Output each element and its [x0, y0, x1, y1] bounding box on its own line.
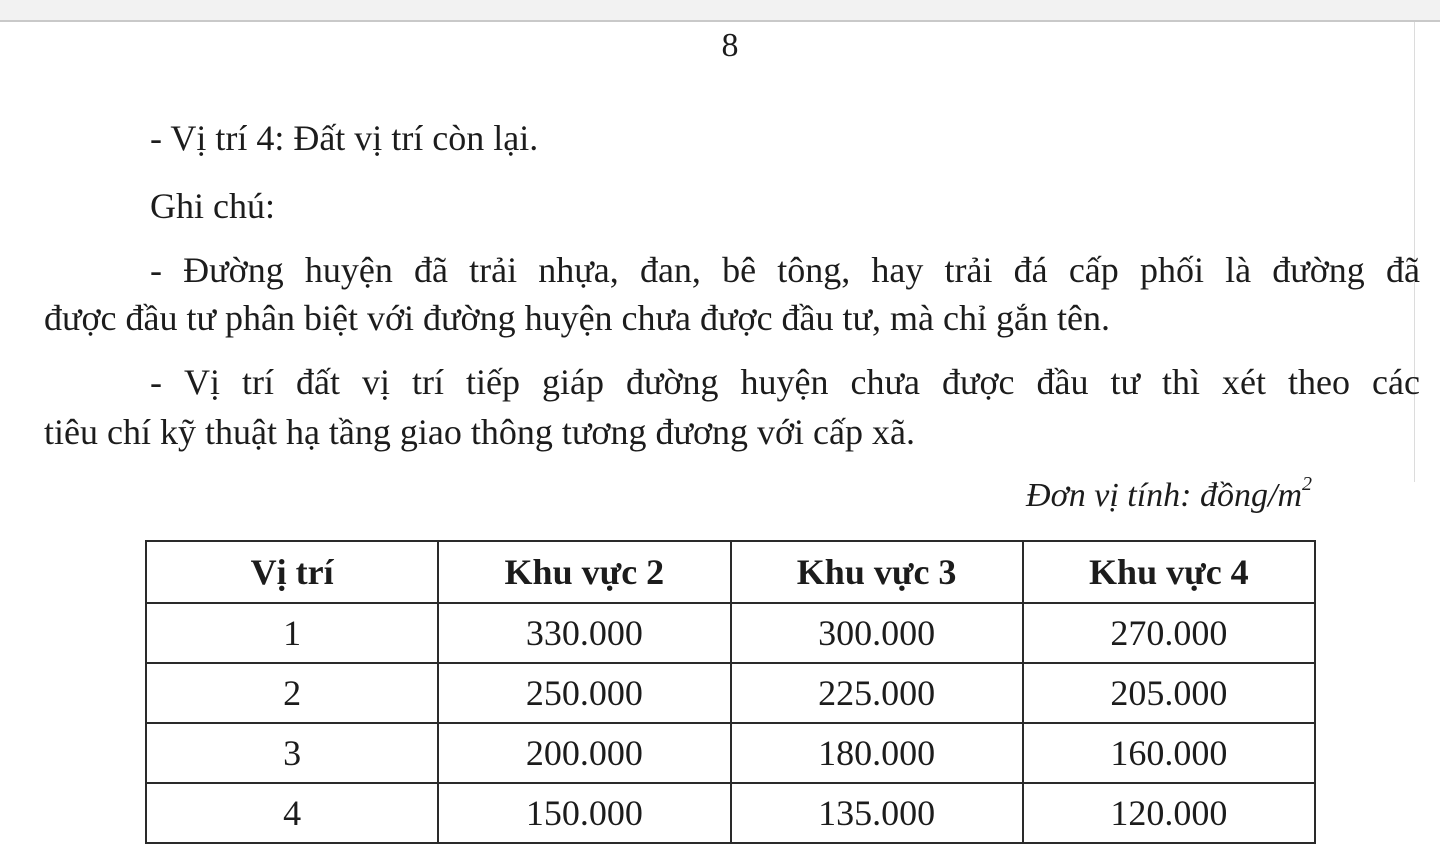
- header-position: Vị trí: [146, 541, 438, 603]
- word: huyện: [740, 362, 829, 402]
- word: trải: [944, 250, 993, 290]
- word: đá: [1013, 250, 1048, 290]
- note-1-line-1: [150, 250, 1420, 290]
- header-area-4: Khu vực 4: [1023, 541, 1315, 603]
- table-row: [146, 783, 1315, 843]
- word: Vị: [184, 362, 220, 402]
- word: đất: [296, 362, 340, 402]
- table-cell: 4: [146, 783, 438, 843]
- word: là: [1225, 250, 1252, 290]
- table-cell: 200.000: [438, 723, 730, 783]
- word: cấp: [1068, 250, 1119, 290]
- table-row: [146, 603, 1315, 663]
- note-1-line-2: được đầu tư phân biệt với đường huyện chưa được đầu tư, mà chỉ gắn tên.: [44, 298, 1110, 338]
- position-4-text: - Vị trí 4: Đất vị trí còn lại.: [150, 118, 539, 158]
- word: xét: [1222, 362, 1267, 402]
- word: thì: [1162, 362, 1201, 402]
- word: đầu: [1036, 362, 1089, 402]
- word: đã: [1385, 250, 1420, 290]
- word: đã: [414, 250, 448, 290]
- page-number: 8: [721, 27, 739, 64]
- word: các: [1372, 362, 1420, 402]
- word: theo: [1288, 362, 1350, 402]
- table-cell: 205.000: [1023, 663, 1315, 723]
- word: trí: [242, 362, 274, 402]
- unit-label: [900, 474, 1312, 518]
- word: trí: [412, 362, 444, 402]
- word: chưa: [850, 362, 920, 402]
- word: -: [150, 362, 162, 402]
- word: đường: [1272, 250, 1365, 290]
- word: đan,: [639, 250, 701, 290]
- note-heading: Ghi chú:: [150, 186, 275, 226]
- page-top-edge: [0, 0, 1440, 22]
- note-2-line-1: [150, 362, 1420, 402]
- table-cell: 250.000: [438, 663, 730, 723]
- header-area-2: Khu vực 2: [438, 541, 730, 603]
- table-row: [146, 663, 1315, 723]
- word: Đường: [183, 250, 284, 290]
- word: hay: [871, 250, 924, 290]
- table-cell: 2: [146, 663, 438, 723]
- word: trải: [469, 250, 518, 290]
- table-row: [146, 723, 1315, 783]
- word: bê: [722, 250, 757, 290]
- table-cell: 1: [146, 603, 438, 663]
- unit-superscript: 2: [1302, 472, 1312, 495]
- word: -: [150, 250, 162, 290]
- header-area-3: Khu vực 3: [731, 541, 1023, 603]
- unit-text: Đơn vị tính: đồng/m: [1026, 477, 1302, 514]
- table-cell: 150.000: [438, 783, 730, 843]
- table-cell: 120.000: [1023, 783, 1315, 843]
- word: giáp: [541, 362, 604, 402]
- table-cell: 270.000: [1023, 603, 1315, 663]
- word: huyện: [304, 250, 393, 290]
- word: đường: [625, 362, 719, 402]
- table-cell: 160.000: [1023, 723, 1315, 783]
- word: phối: [1139, 250, 1204, 290]
- note-2-line-2: tiêu chí kỹ thuật hạ tầng giao thông tương đương với cấp xã.: [44, 412, 915, 452]
- table-cell: 300.000: [731, 603, 1023, 663]
- word: tư: [1110, 362, 1141, 402]
- table-cell: 135.000: [731, 783, 1023, 843]
- table-cell: 3: [146, 723, 438, 783]
- word: tiếp: [466, 362, 520, 402]
- word: nhựa,: [538, 250, 619, 290]
- word: được: [941, 362, 1015, 402]
- word: tông,: [777, 250, 851, 290]
- table-header-row: [146, 541, 1315, 603]
- land-price-table: [145, 540, 1316, 844]
- table-cell: 180.000: [731, 723, 1023, 783]
- word: vị: [361, 362, 390, 402]
- table-cell: 225.000: [731, 663, 1023, 723]
- table-cell: 330.000: [438, 603, 730, 663]
